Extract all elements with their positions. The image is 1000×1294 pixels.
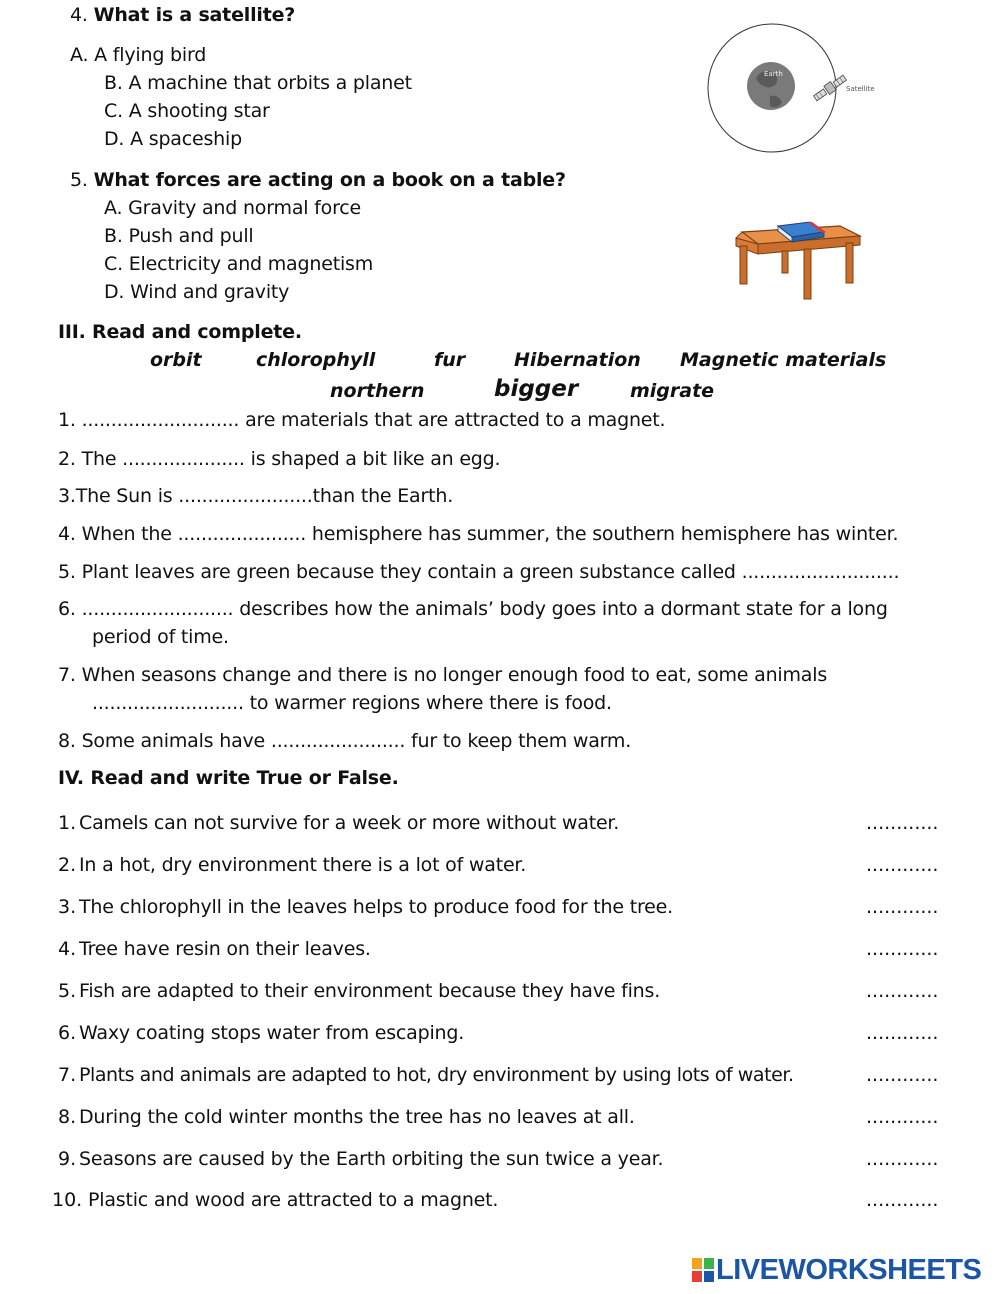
tf-row (0, 1022, 1000, 1048)
tf-answer-blank[interactable]: ............ (866, 896, 939, 918)
q5-option-d[interactable]: D. Wind and gravity (104, 281, 290, 303)
tf-answer-blank[interactable]: ............ (866, 854, 939, 876)
tf-statement: Camels can not survive for a week or more without water. (79, 812, 620, 834)
q4-option-b[interactable]: B. A machine that orbits a planet (104, 72, 412, 94)
word-bank-item: chlorophyll (256, 349, 376, 371)
tf-answer-blank[interactable]: ............ (866, 812, 939, 834)
complete-sentence-7: 7. When seasons change and there is no longer enough food to eat, some animals (58, 664, 828, 686)
earth-label: Earth (764, 70, 783, 78)
section-3-title: III. Read and complete. (58, 321, 302, 343)
question-4 (70, 4, 295, 26)
satellite-icon (812, 74, 847, 103)
tf-number: 3. (58, 896, 77, 918)
tf-answer-blank[interactable]: ............ (866, 1189, 939, 1211)
question-5-number: 5. (70, 169, 88, 191)
tf-row (0, 938, 1000, 964)
complete-sentence-2[interactable]: 2. The ..................... is shaped a bit like an egg. (58, 448, 501, 470)
logo-blocks-icon (692, 1258, 714, 1282)
book-on-table-image (728, 210, 868, 302)
satellite-orbit-image (690, 18, 890, 156)
question-4-number: 4. (70, 4, 88, 26)
complete-sentence-6-cont: period of time. (92, 626, 229, 648)
tf-row (0, 1148, 1000, 1174)
tf-answer-blank[interactable]: ............ (866, 1064, 939, 1086)
tf-answer-blank[interactable]: ............ (866, 1148, 939, 1170)
complete-sentence-1[interactable]: 1. ........................... are materials that are attracted to a magnet. (58, 409, 666, 431)
tf-statement: In a hot, dry environment there is a lot of water. (79, 854, 527, 876)
tf-statement: Plants and animals are adapted to hot, dry environment by using lots of water. (79, 1064, 794, 1086)
q5-option-b[interactable]: B. Push and pull (104, 225, 254, 247)
tf-number: 1. (58, 812, 77, 834)
complete-sentence-3[interactable]: 3.The Sun is .......................than the Earth. (58, 485, 454, 507)
q4-option-d[interactable]: D. A spaceship (104, 128, 242, 150)
q4-option-c[interactable]: C. A shooting star (104, 100, 270, 122)
tf-answer-blank[interactable]: ............ (866, 1022, 939, 1044)
question-5 (70, 169, 566, 191)
complete-sentence-5[interactable]: 5. Plant leaves are green because they contain a green substance called ........................... (58, 561, 900, 583)
tf-number: 4. (58, 938, 77, 960)
word-bank-item: Hibernation (514, 349, 641, 371)
tf-row (0, 980, 1000, 1006)
tf-row (0, 896, 1000, 922)
q5-option-a[interactable]: A. Gravity and normal force (104, 197, 362, 219)
question-4-text: What is a satellite? (93, 4, 296, 26)
satellite-label: Satellite (846, 85, 875, 93)
logo-text: LIVEWORKSHEETS (716, 1253, 982, 1286)
tf-statement: Fish are adapted to their environment because they have fins. (79, 980, 661, 1002)
liveworksheets-logo (692, 1254, 981, 1286)
tf-row (0, 812, 1000, 838)
tf-number: 7. (58, 1064, 77, 1086)
tf-statement: Tree have resin on their leaves. (79, 938, 371, 960)
complete-sentence-6[interactable]: 6. .......................... describes how the animals’ body goes into a dormant state for a long (58, 598, 888, 620)
tf-number: 10. (52, 1189, 83, 1211)
tf-row (0, 1064, 1000, 1090)
tf-number: 9. (58, 1148, 77, 1170)
word-bank-item: northern (330, 380, 425, 402)
word-bank-item: fur (434, 349, 466, 371)
tf-number: 5. (58, 980, 77, 1002)
section-4-title: IV. Read and write True or False. (58, 767, 399, 789)
word-bank-item: migrate (630, 380, 715, 402)
q4-option-a[interactable]: A. A flying bird (70, 44, 207, 66)
tf-answer-blank[interactable]: ............ (866, 938, 939, 960)
word-bank-item: orbit (150, 349, 202, 371)
tf-number: 8. (58, 1106, 77, 1128)
tf-answer-blank[interactable]: ............ (866, 1106, 939, 1128)
complete-sentence-8[interactable]: 8. Some animals have ....................... fur to keep them warm. (58, 730, 632, 752)
word-bank-item: Magnetic materials (680, 349, 887, 371)
complete-sentence-4[interactable]: 4. When the ...................... hemisphere has summer, the southern hemisphere has winter. (58, 523, 899, 545)
question-5-text: What forces are acting on a book on a table? (93, 169, 566, 191)
tf-statement: The chlorophyll in the leaves helps to produce food for the tree. (79, 896, 673, 918)
word-bank-item: bigger (494, 376, 579, 402)
tf-row (0, 1189, 1000, 1215)
tf-answer-blank[interactable]: ............ (866, 980, 939, 1002)
tf-number: 2. (58, 854, 77, 876)
complete-sentence-7-cont[interactable]: .......................... to warmer regions where there is food. (92, 692, 612, 714)
tf-row (0, 1106, 1000, 1132)
tf-number: 6. (58, 1022, 77, 1044)
tf-statement: Seasons are caused by the Earth orbiting the sun twice a year. (79, 1148, 664, 1170)
q5-option-c[interactable]: C. Electricity and magnetism (104, 253, 374, 275)
tf-statement: Plastic and wood are attracted to a magnet. (88, 1189, 499, 1211)
tf-row (0, 854, 1000, 880)
tf-statement: During the cold winter months the tree has no leaves at all. (79, 1106, 635, 1128)
tf-statement: Waxy coating stops water from escaping. (79, 1022, 465, 1044)
